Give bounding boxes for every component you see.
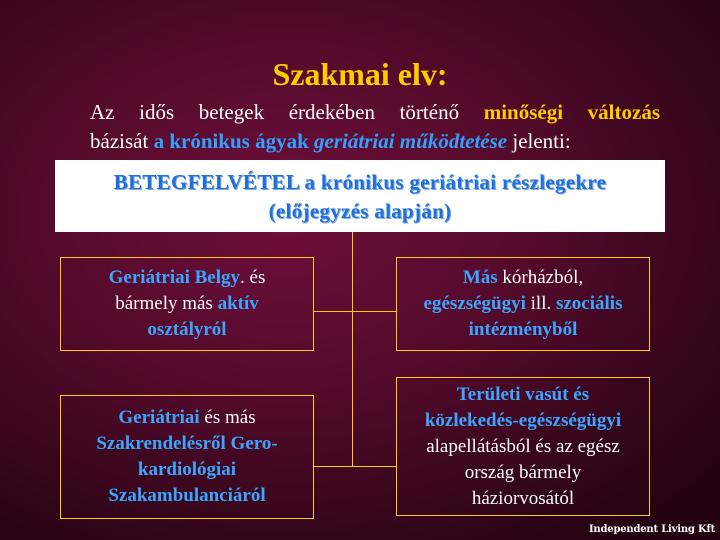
intro-text-means: jelenti: xyxy=(507,129,571,153)
intro-highlight-change: változás xyxy=(587,100,660,124)
intro-word: történő xyxy=(399,100,460,124)
box-line xyxy=(463,265,583,291)
intro-word: Az xyxy=(90,100,115,124)
box-line xyxy=(424,291,623,317)
intro-word: érdekében xyxy=(288,100,375,124)
box-text: bármely más xyxy=(115,293,218,314)
box-text: . és xyxy=(240,267,266,288)
box-line: közlekedés-egészségügyi xyxy=(424,409,622,431)
box-highlight: egészségügyi xyxy=(423,293,526,314)
intro-word: idős xyxy=(139,100,175,124)
box-line: osztályról xyxy=(147,319,227,340)
box-highlight: aktív xyxy=(217,293,259,314)
box-line: alapellátásból és az egész xyxy=(426,435,620,457)
connector-top-right xyxy=(352,311,396,312)
intro-word: betegek xyxy=(198,100,265,124)
connector-bottom-left xyxy=(314,466,353,467)
banner-line-1: BETEGFELVÉTEL a krónikus geriátriai részlegekre xyxy=(113,170,607,194)
box-line: Szakambulanciáról xyxy=(108,485,266,506)
box-text: kórházból, xyxy=(497,267,584,288)
source-box-other-hospital xyxy=(396,257,650,351)
admission-banner xyxy=(55,160,665,232)
footer-credit: Independent Living Kft xyxy=(588,524,715,535)
intro-line-2 xyxy=(90,127,660,156)
intro-highlight-quality: minőségi xyxy=(483,100,564,124)
slide-title: Szakmai elv: xyxy=(272,56,448,92)
source-box-outpatient xyxy=(60,395,314,519)
box-line: ország bármely xyxy=(464,461,582,483)
box-highlight: szociális xyxy=(555,293,623,314)
intro-line-1 xyxy=(90,98,660,127)
box-line xyxy=(109,265,266,291)
connector-top-left xyxy=(314,311,353,312)
box-highlight: Geriátriai Belgy xyxy=(108,267,241,288)
box-line xyxy=(118,405,255,431)
box-line xyxy=(115,291,259,317)
box-highlight: Más xyxy=(462,267,498,288)
intro-text xyxy=(90,98,660,156)
box-line: intézményből xyxy=(468,319,578,340)
connector-bottom-right xyxy=(352,466,396,467)
intro-text-basis: bázisát xyxy=(90,129,154,153)
box-line: Szakrendelésről Gero- xyxy=(96,433,278,454)
banner-line-2: (előjegyzés alapján) xyxy=(268,199,452,223)
box-highlight: Geriátriai xyxy=(118,407,200,428)
box-text: ill. xyxy=(525,293,556,314)
source-box-geriatric-internal xyxy=(60,257,314,351)
box-line: Területi vasút és xyxy=(456,383,590,405)
intro-highlight-geriatric-operation: geriátriai működtetése xyxy=(314,129,508,153)
box-text: és más xyxy=(199,407,256,428)
source-box-primary-care xyxy=(396,377,650,516)
box-line: háziorvosától xyxy=(471,487,575,509)
intro-highlight-chronic-beds: a krónikus ágyak xyxy=(153,129,309,153)
connector-vertical xyxy=(352,232,353,466)
box-line: kardiológiai xyxy=(137,459,237,480)
